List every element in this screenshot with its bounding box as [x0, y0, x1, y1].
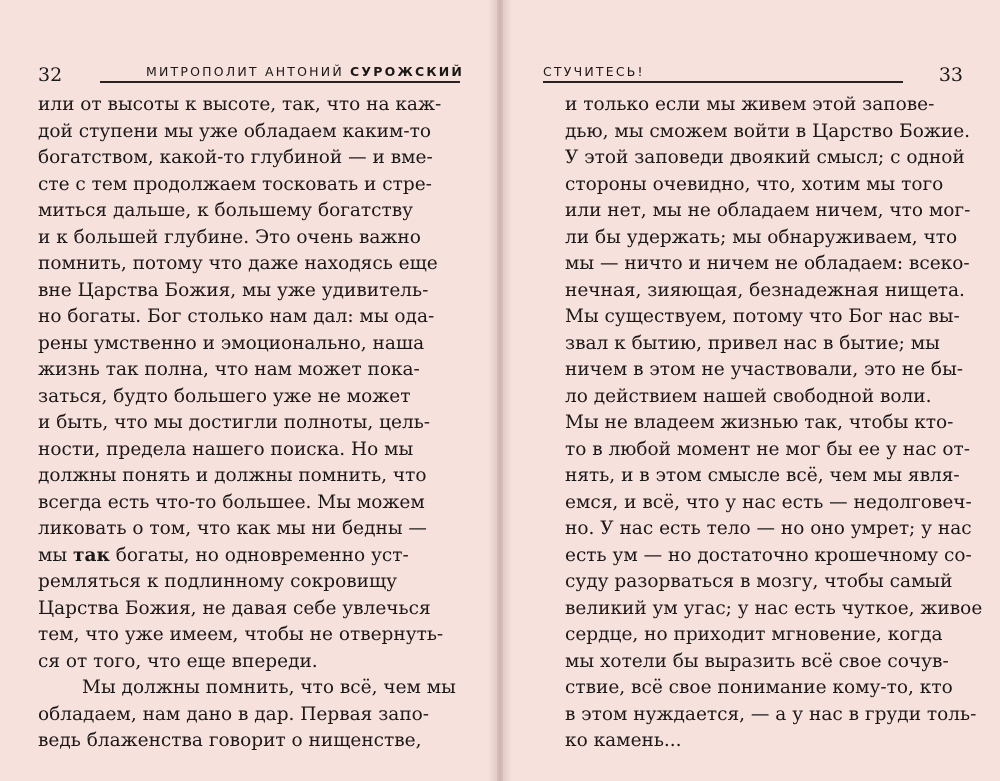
text-line: рены умственно и эмоционально, наша — [38, 332, 425, 354]
text-line: сердце, но приходит мгновение, когда — [565, 624, 943, 645]
text-line: тем, что уже имеем, чтобы не отвернуть- — [38, 624, 444, 645]
text-line: богатством, какой-то глубиной — и вме- — [38, 147, 433, 168]
text-line: ствие, всё свое понимание кому-то, кто — [565, 677, 953, 698]
text-line: то в любой момент не мог бы ее у нас от- — [565, 438, 970, 460]
page-number-left: 32 — [38, 64, 63, 86]
text-line: Царства Божия, не давая себе увлечься — [38, 597, 431, 619]
text-line: всегда есть что-то большее. Мы можем — [38, 491, 425, 513]
text-line: миться дальше, к большему богатству — [38, 200, 414, 221]
text-line: заться, будто большего уже не может — [38, 385, 411, 407]
text-line: У этой заповеди двоякий смысл; с одной — [565, 147, 965, 168]
text-line: нечная, зияющая, безнадежная нищета. — [565, 279, 965, 301]
text-line: мы хотели бы выразить всё свое сочув- — [565, 650, 949, 672]
text-line: дью, мы сможем войти в Царство Божие. — [565, 120, 971, 142]
text-line: великий ум угас; у нас есть чуткое, живое — [565, 597, 983, 619]
text-line: суду разорваться в мозгу, чтобы самый — [565, 571, 953, 592]
text-line: в этом нуждается, — а у нас в груди толь- — [565, 703, 977, 725]
text-line: вне Царства Божия, мы уже удивитель- — [38, 279, 429, 301]
running-head-right: СТУЧИТЕСЬ! — [543, 64, 645, 79]
text-line: мы — ничто и ничем не обладаем: всеко- — [565, 253, 970, 274]
text-line: стороны очевидно, что, хотим мы того — [565, 173, 944, 195]
text-line: есть ум — но достаточно крошечному со- — [565, 544, 972, 566]
emphasis-before: мы — [38, 544, 73, 566]
left-page — [0, 0, 497, 781]
text-line: помнить, потому что даже находясь еще — [38, 253, 438, 274]
paragraph-start-line: Мы должны помнить, что всё, чем мы — [82, 677, 456, 698]
text-line: должны понять и должны помнить, что — [38, 465, 427, 486]
text-line: ведь блаженства говорит о нищенстве, — [38, 730, 422, 751]
emphasis-word: так — [73, 544, 110, 566]
text-line: жизнь так полна, что нам может пока- — [38, 359, 420, 380]
text-line: и быть, что мы достигли полноты, цель- — [38, 412, 431, 433]
right-page-text — [565, 92, 983, 755]
page-number-right: 33 — [938, 64, 963, 86]
text-line: ко камень... — [565, 730, 682, 751]
text-line: но. У нас есть тело — но оно умрет; у нас — [565, 518, 972, 539]
text-line: дой ступени мы уже обладаем каким-то — [38, 120, 431, 142]
text-line: обладаем, нам дано в дар. Первая запо- — [38, 703, 430, 725]
text-line: Мы не владеем жизнью так, чтобы кто- — [565, 412, 954, 433]
running-head-author-bold: СУРОЖСКИЙ — [350, 64, 465, 79]
text-line: нять, и в этом смысле всё, чем мы явля- — [565, 465, 960, 486]
running-head-left — [146, 64, 464, 79]
text-line: ли бы удержать; мы обнаруживаем, что — [565, 226, 958, 248]
text-line: звал к бытию, привел нас в бытие; мы — [565, 332, 940, 354]
text-line: или нет, мы не обладаем ничем, что мог- — [565, 200, 971, 221]
text-line: ремляться к подлинному сокровищу — [38, 571, 398, 592]
book-gutter — [488, 0, 512, 781]
emphasis-after: богаты, но одновременно уст- — [109, 544, 409, 566]
running-head-author: МИТРОПОЛИТ АНТОНИЙ — [146, 64, 351, 79]
text-line: ликовать о том, что как мы ни бедны — — [38, 518, 427, 539]
text-line-with-emphasis — [38, 543, 443, 570]
text-line: и к большей глубине. Это очень важно — [38, 226, 421, 248]
text-line: Мы существуем, потому что Бог нас вы- — [565, 306, 960, 327]
text-line: ся от того, что еще впереди. — [38, 650, 318, 672]
right-page — [503, 0, 1000, 781]
text-line: и только если мы живем этой запове- — [565, 94, 935, 115]
text-line: ло действием нашей свободной воли. — [565, 385, 932, 407]
left-page-text — [38, 92, 456, 755]
text-line: ности, предела нашего поиска. Но мы — [38, 438, 414, 460]
header-rule-right — [543, 81, 903, 83]
header-rule-left — [100, 81, 460, 83]
text-line: ничем в этом не участвовали, это не бы- — [565, 359, 964, 380]
text-line: сте с тем продолжаем тосковать и стре- — [38, 173, 432, 195]
text-line: емся, и всё, что у нас есть — недолговеч- — [565, 491, 972, 513]
text-line: но богаты. Бог столько нам дал: мы ода- — [38, 306, 435, 327]
text-line: или от высоты к высоте, так, что на каж- — [38, 94, 442, 115]
